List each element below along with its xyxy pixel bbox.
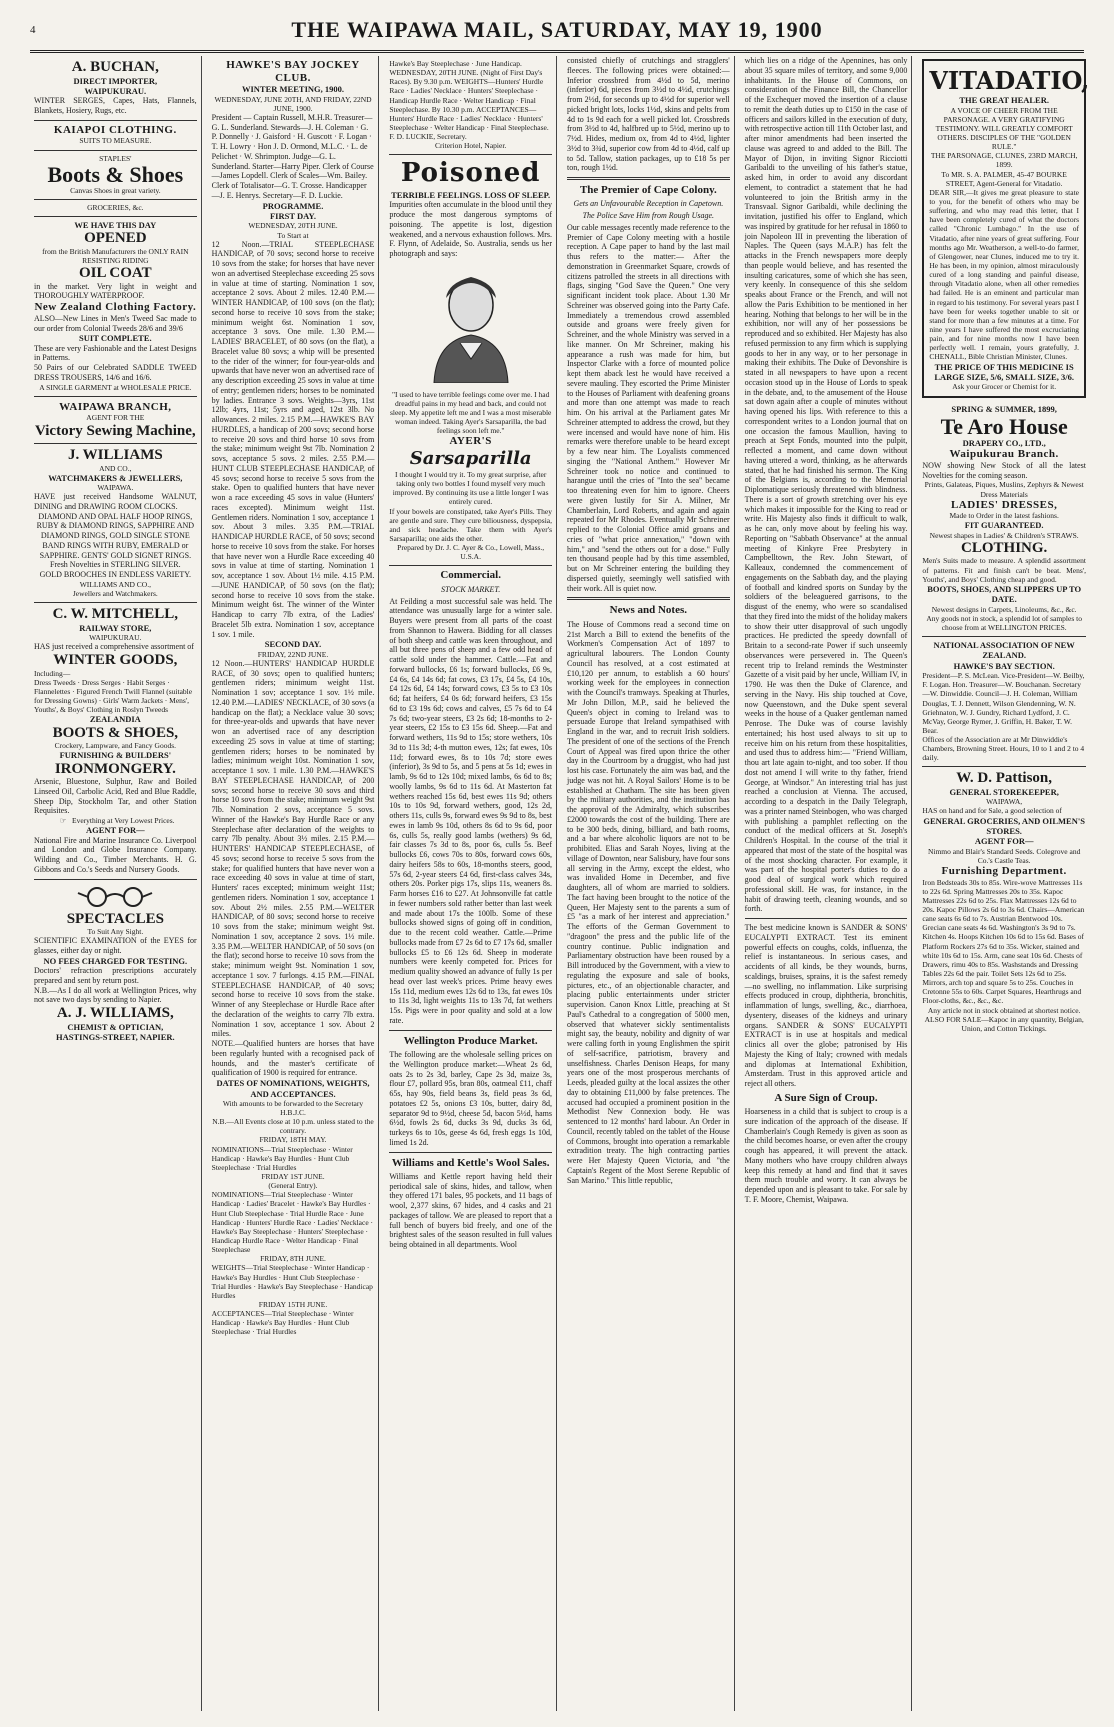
mitchell-body: HAS just received a comprehensive assortment of (34, 642, 194, 652)
oilcoat-ad (34, 217, 197, 444)
boots-sub: Canvas Shoes in great variety. (70, 185, 161, 195)
vitadatio-body: DEAR SIR,—It gives me great pleasure to state to you, for the benefit of others who may be suffering, and who may read this letter, that I have been completely cured of what the doctors called "Chronic Lumbago." In the use of Vitadatio, after nine years of great suffering. Four months ago Mr. Weatherson, a well-to-do farmer, of Glengower, near Clunes, induced me to try it. He has been, in my opinion, almost miraculously cured of a long standing and painful disease, through Vitadatio alone, when all other remedies had failed. He is an eminent and particular man in regard to his testimony. For several years past I have been for weeks together unable to sit or stand for more than a few minutes at a time. For nine years I have suffered the most excruciating pain, and for nine months now I have been perfectly well. I remain, yours gratefully, J. CHENALL, Bible Christian Minister, Clunes. (929, 187, 1079, 362)
oilcoat-agent: AGENT FOR THE (86, 413, 145, 423)
sanmarino-continued: which lies on a ridge of the Apennines, has only about 35 square miles of territory, and some 9,000 inhabitants. In the House of Commons, on consideration of the Finance Bill, the Chancellor of the Exchequer moved the insertion of a clause to remit the death duties up to £150 in the case of officers and sailors killed in the execution of duty, with retrospective action till 11th October last, and after minor amendments had been inserted the clause was agreed to and added to the Bill. The Mayor of Dijon, in inviting Signor Ricciotti Garibaldi to the unveiling of his father's statue, asked him, in order to avoid any discordant element, to contradict a statement that he had volunteered to join the British army in the Transvaal. Signor Garibaldi, while declining the invitation, justified his offer to England, which was inspired by gratitude for her refusal in 1860 to join Napoleon III in preventing the liberation of Naples. The Queen (says M.A.P.) has felt the attacks in the French newspapers more deeply than people would believe, and has resented the insulting caricatures, some of which she has seen, very keenly. In consequence of this she seldom speaks about France or the French, and will not allow the Paris Exhibition to be mentioned in her hearing. Nothing that belongs to her will be in the exhibition, nor will any of her possessions be reproduced and so exhibited. Her Majesty has also refused permission to any firm which is supplying goods to her in any way, or to her personage in making their exhibits. The Duke of Devonshire is stated in all newspapers to have upon a recent occasion stood up in the House of Lords to speak in the debate, and, to the amusement of the House sat down again after a couple of minutes without having opened his lips. With reference to this a correspondent writes to a London journal that on one occasion the famous Maullion, having to preach at Sept Fonds, mounted into the pulpit, reflected a moment, and came down without having uttered a word, thinking, as he afterwards stated, that he had finished his sermon. The King of the Belgians is, according to the Memorial Diplomatique seriously threatened with blindness. There is a sort of growth stretching over his eye which makes it impossible for the King to read or write. His Majesty also finds it difficult to walk, as he can, only move about by feeling his way. Reporting on "Sabbath Observance" at the annual meeting of Kinkyre Free Presbytery in Campbelltown, the Rev. John Stewart, of Kalleaux, condemned the commencement of engagements on the Sabbath day, and the playing of football and kindred sports on Sunday by the soldiers of the beleaguered garrisons, to the disgust of the enemy, who were so scandalised that they fired into the midst of the holiday makers to show their utter disapproval of such ungodly practices. He predicted the speedy downfall of Britain to a second-rate Power if such unseemly observances were persevered in. The Queen's recent trip to Ireland reminds the Westminster Gazette of a visit paid by her uncle, William IV, in 1790. He was then the Duke of Clarence, and serving in the Navy. His ship touched at Cove, now Queenstown, and the Duke spent several weeks in the house of a Quaker gentleman named Penrose. The Duke was of course lavishly entertained; his host used always to sit up to receive him on his return from these hospitalities, and used thus to address him:— "Friend William, thou art late again to-night, and too sober. If thou dost not amend I will write to thy father, friend George, at Windsor." An interesting trial has just reached a conclusion at Vienna. The accused, according to a despatch in the Daily Telegraph, was a printer named Steinbogen, who was charged with publishing a pamphlet reflecting on the conduct of the medical officers at St. Joseph's Children's Hospital. In the course of the trial it appeared that most of the state of the hospital was of the most shocking character. For example, it was part of the hospital porter's duties to do a good deal of surgical work which required professional skill. He was, for instance, in the habit of drawing teeth, cleaning wounds, and so forth. (744, 56, 908, 914)
vitadatio-to: To MR. S. A. PALMER, 45-47 BOURKE STREET, Agent-General for Vitadatio. (941, 169, 1067, 188)
column-6 (918, 56, 1090, 1711)
croup-body: Hoarseness in a child that is subject to croup is a sure indication of the approach of the disease. If Chamberlain's Cough Remedy is given as soon as the child becomes hoarse, or even after the croupy cough has appeared, it will prevent the attack. Many mothers who have croupy children always keep this remedy at hand and find that it saves them much trouble and worry. It can always be depended upon and is pleasant to take. For sale by T. F. Moore, Chemist, Waipawa. (744, 1107, 908, 1204)
aro-title: Te Aro House (940, 413, 1068, 439)
williams-co: AND CO., (99, 463, 132, 473)
vitadatio-price: THE PRICE OF THIS MEDICINE IS LARGE SIZE, 5/6, SMALL SIZE, 3/6. (934, 361, 1074, 382)
oilcoat-these: These are very Fashionable and the Latest Designs in Patterns. (34, 343, 197, 363)
jc-programme: PROGRAMME. (262, 200, 324, 211)
oilcoat-pairs: 50 Pairs of our Celebrated SADDLE TWEED DRESS TROUSERS, 14/6 and 16/6. (34, 363, 197, 382)
vitadatio-ask: Ask your Grocer or Chemist for it. (952, 382, 1057, 392)
williams-trade: WATCHMAKERS & JEWELLERS, (48, 472, 183, 483)
ayers-brand: AYER'S (449, 435, 492, 448)
jc-fri8: FRIDAY, 8TH JUNE. (260, 1254, 326, 1264)
ayers-ad (389, 155, 552, 566)
pattison-kapoc: ALSO FOR SALE—Kapoc in any quantity, Belgian, Union, and Cotton Tickings. (924, 1014, 1084, 1033)
jc-dates: WEDNESDAY, JUNE 20TH, AND FRIDAY, 22ND JUNE, 1900. (214, 94, 372, 113)
williams-items: DIAMOND AND OPAL HALF HOOP RINGS, RUBY & DIAMOND RINGS, SAPPHIRE AND DIAMOND RINGS, GOLD SINGLE STONE BAND RINGS WITH RUBY, EMERALD or SAPPHIRE. GENTS' GOLD SIGNET RINGS. (36, 511, 195, 560)
oilcoat-intro: WE HAVE THIS DAY (74, 220, 157, 231)
nana-title: NATIONAL ASSOCIATION OF NEW ZEALAND. (933, 640, 1075, 661)
mitchell-furnishing: FURNISHING & BUILDERS' (59, 750, 172, 761)
spectacles-icon (75, 885, 155, 909)
mitchell-place: WAIPUKURAU. (89, 633, 142, 643)
pattison-trade: GENERAL STOREKEEPER, (949, 786, 1059, 797)
jc-officers: President — Captain Russell, M.H.R. Treasurer—G. L. Sunderland. Stewards—J. H. Coleman · G. P. Donnelly · J. Gaisford · H. Guscott · F. Logan · T. H. Lowry · Hon J. D. Ormond, M.L.C. · L. de Pelichet · W. Shrimpton. Judge—G. L. Sunderland. Starter—Harry Piper. Clerk of Course—James Lopdell. Clerk of Scales—Wm. Bailey. Clerk of Totalisator—G. T. Crosse. Handicapper—J. E. Henrys. Secretary—F. D. Luckie. (211, 112, 374, 200)
vitadatio-title: VITADATIO, (929, 66, 1090, 95)
aro-fit: FIT GUARANTEED. (964, 520, 1044, 531)
jc-start: To Start at (277, 230, 309, 240)
nana-ad (922, 637, 1086, 767)
spectacles-addr: HASTINGS-STREET, NAPIER. (56, 1031, 175, 1042)
williams-sign2: Jewellers and Watchmakers. (72, 589, 158, 599)
jc-meeting: WINTER MEETING, 1900. (241, 84, 344, 95)
williams-sign: WILLIAMS AND CO., (79, 579, 151, 589)
jc-title: HAWKE'S BAY JOCKEY CLUB. (226, 59, 360, 84)
oilcoat-single: A SINGLE GARMENT at WHOLESALE PRICE. (39, 382, 192, 392)
oilcoat-factory: New Zealand Clothing Factory. (34, 301, 197, 314)
ayers-maker: Prepared by Dr. J. C. Ayer & Co., Lowell, Mass., U.S.A. (397, 543, 545, 562)
eucalypti-body: The best medicine known is SANDER & SONS' EUCALYPTI EXTRACT. Test its eminent powerful effects on coughs, colds, influenza, the relief is instantaneous. In serious cases, and accidents of all kinds, be they wounds, burns, scaldings, bruises, sprains, it is the safest remedy—no swelling, no inflammation. Like surprising effects produced in croup, diphtheria, bronchitis, inflammation of lungs, swelling, &c., diarrhoea, dysentery, diseases of the kidneys and urinary organs. SANDER & SONS' EUCALYPTI EXTRACT is in use at hospitals and medical clinics all over the globe; patronised by His Majesty the King of Italy; crowned with medals and diplomas at International Exhibition, Amsterdam. Trust in this approved article and reject all others. (744, 923, 908, 1088)
jc-fri: FRIDAY, 22ND JUNE. (257, 649, 329, 659)
jc-fri1: FRIDAY 1ST JUNE. (261, 1172, 325, 1182)
mitchell-iron: IRONMONGERY. (54, 760, 176, 777)
mitchell-including: Including— (34, 668, 71, 678)
jc-cont-text: Hawke's Bay Steeplechase · June Handicap. WEDNESDAY, 20TH JUNE. (Night of First Day's Races). By 9.30 p.m. WEIGHTS—Hunters' Hurdle Race · Ladies' Necklace · Hunters' Steeplechase · Handicap Hurdle Race · Welter Handicap · Final Steeplechase. By 10.30 p.m. ACCEPTANCES—Hunters' Hurdle Race · Ladies' Necklace · Hunters' Steeplechase · Welter Handicap · Final Steeplechase. F. D. LUCKIE, Secretary. (389, 59, 549, 142)
commercial-section (389, 569, 552, 1249)
aro-any: Any goods not in stock, a splendid lot of samples to choose from at WELLINGTON PRICES. (926, 613, 1082, 632)
kaiapoi-ad (34, 121, 197, 151)
jc-races-day1: 12 Noon.—TRIAL STEEPLECHASE HANDICAP, of 70 sovs; second horse to receive 10 sovs from the stake; for horses that have never won an advertised Steeplechase exceeding 25 sovs in value at time of starting. Nomination 1 sov, acceptance 2 sovs. About 2 miles. 12.40 P.M.—WINTER HANDICAP, of 100 sovs (on the flat); second horse to receive 10 sovs from the stake; minimum weight 6st. Nomination 1 sov, acceptance 3 sovs. One mile. 1.30 P.M.—LADIES' BRACELET, of 80 sovs (on the flat), a Bracelet value 80 sovs; a whip will be presented to the rider of the winner; for four-year-olds and upwards that have never won an advertised race of any description exceeding 25 sovs in value at time of entry; gentlemen riders; horses to be nominated by ladies. Entrance 3 sovs. Weights—3yrs, 11st 12lb; 4yrs, 11st; 5yrs and aged, 12st 3lb. No allowances. 2 miles. 2.15 P.M.—HAWKE'S BAY HURDLES, a handicap of 200 sovs; second horse to receive 20 sovs and third horse 10 sovs from the stake; minimum weight 9st 7lb. Nomination 2 sovs, acceptance 5 sovs. 2 miles. 2.55 P.M.—HUNT CLUB STEEPLECHASE HANDICAP, of 45 sovs; second horse to receive 5 sovs from the stake. Open to qualified hunters that have never won a race exceeding 45 sovs in value (Hunters' races excepted). Minimum weight 11st. Gentlemen riders. Nomination 1 sov, acceptance 1 sov. About 3 miles. 3.35 P.M.—TRIAL HANDICAP HURDLE RACE, of 50 sovs; second horse to receive 10 sovs from the stake. For horses that have never won a Hurdle Race exceeding 40 sovs in value at time of starting. Nomination 1 sov, acceptance 1 sov. About 1½ mile. 4.15 P.M.—JUNE HANDICAP, of 50 sovs (on the flat); second horse to receive 10 sovs from the stake. Minimum weight 6st. The winner of the Winter Handicap to carry 7lb extra, of the Ladies' Bracelet 5lb extra. Nomination 1 sov, acceptance 1 sov. 1 mile. (211, 239, 375, 639)
spectacles-name: A. J. WILLIAMS, (56, 1005, 174, 1022)
pattison-agencies: Nimmo and Blair's Standard Seeds. Colegrove and Co.'s Castle Teas. (927, 846, 1081, 865)
aro-branch: Waipukurau Branch. (949, 448, 1059, 461)
commercial-body: At Feilding a most successful sale was held. The attendance was unusually large for a winter sale. Buyers were present from all parts of the coast from Shannon to Hawera. Bidding for all classes of both sheep and cattle was keen throughout, and all but three pens of sheep and a few odd head of cattle sold under the hammer. Cattle.—Fat and forward bullocks, £6 1s; forward bullocks, £6 9s, £4 6s, £4 14s 6d; fat cows, £3 17s, £4 5s, £4 10s, £4 12s 6d, £4 14s; forward cows, £3 5s to £3 10s 6d; fat heifers, £4 0s 6d; forward heifers, £3 15s 6d to £3 19s 6d; cows and calves, £5 7s 6d to £4 7s 6d; two-year steers, £3 2s 6d; 18-months to 2-year steers, £2 15s to £3 15s 6d. Sheep.—Fat and forward wethers, 11s 9d to 15s; store wethers, 10s 3d to 11s 3d; 4-th mutton ewes, 12s; fat ewes, 10s 11d; forward ewes, 8s to 10s 7d; store ewes (inferior), 3s 9d to 5s, and 5 pens at 5s 1d; ewes in lamb, 9s 6d to 12s 10d; mixed lambs, 6s 6d to 8s; woolly lambs, 9s 6d to 11s 6d. At Masterton fat wethers reached 15s 6d, best ewes 11s 9d; others 10s to 10s 9d, forward wethers, good, 12s 2d, others 11s, culls 9s, forward ewes 9s 9d to 8s, best ewes in lamb 9s 10d, others 8s 6d to 9s 6d, poor 6s, culls 5s, really good lambs (wethers) 9s 6d, fair classes 7s 3d to 8s, poor 6s, culls 5s. Beef bullocks £6, cows 70s to 80s, forward cows 60s, dairy heifers 58s to 60s, 18-months steers, good, 57s 6d, 2-year steers £4 6d, first-class calves 34s, others 20s. Porker pigs 17s, slips 11s, weaners 8s. Farm horses £16 to £27. At Johnsonville fat cattle in fewer numbers sold rather better than last week and made about 17s the 100lb. Some of these bullocks showed signs of going off in condition, due to the recent cold weather. Cattle.—Prime bullocks made from £7 2s 6d to £7 17s 6d, smaller bullocks £5 to £6 12s 6d. Sheep in moderate numbers were keenly competed for. Prices for medium quality showed an advance of fully 1s per head over last week's prices. Prime heavy ewes 15s 11d, medium ewes 12s 6d to 13s, fat ewes 10s to 11s 3d, light weights 11s to 13s 7d, fat wethers 15s. Pigs were in poor quality and sold at a low rate. (389, 596, 552, 1025)
oilcoat-suit: SUIT COMPLETE. (79, 333, 152, 344)
pattison-list: Iron Bedsteads 30s to 85s. Wire-wove Mattresses 11s to 22s 6d. Spring Mattresses 20s to 35s. Kapoc Mattresses 22s 6d to 25s. Flax Mattresses 12s 6d to 20s. Kapoc Pillows 2s 6d to 3s 6d. Chairs—American cane seats 6s 6d to 7s. Austrian Bentwood 10s. Grecian cane seats 4s 6d. Washington's 3s 9d to 7s. Kitchen 4s. Hoops Kitchen 10s 6d to 15s 6d. Bases of Platform Rockers 27s 6d to 35s. Wicker, stained and white 10s 6d to 15s. Arm, cane seat 10s 6d. Chests of Drawers, rimu 40s to 85s. Washstands and Dressing Tables 22s 6d the pair. Toilet Sets 12s 6d to 25s. Mirrors, arch top and square 5s to 25s. Couches in Cretonne 55s to 60s. Carpet Squares, Hearthrugs and Floor-cloths, &c., &c., &c. (922, 877, 1085, 1006)
cape-sub2: The Police Save Him from Rough Usage. (582, 211, 715, 221)
pattison-order: Any article not in stock obtained at shortest notice. (927, 1005, 1081, 1015)
jc-with: With amounts to be forwarded to the Secretary H.B.J.C. (222, 1098, 364, 1118)
wellington-body: The following are the wholesale selling prices on the Wellington produce market:—Wheat 2s 6d, oats 2s to 2s 3d, barley, Cape 2s 3d, maize 3s, flour £7, pollard 95s, bran 80s, oatmeal £11, chaff 65s, hay 90s, field beans 3s, field peas 3s 6d, potatoes £2 5s, onions £3 10s, butter, dairy 8d, separator 9d to 9½d, cheese 5d, bacon 5½d, hams 6½d, fowls 2s 6d, ducks 3s 9d, ducks 3s 6d, turkeys 6s to 10s, geese 4s 6d, fresh eggs 1s 10d, limed 1s 2d. (389, 1050, 552, 1147)
spectacles-body: SCIENTIFIC EXAMINATION of the EYES for glasses, either day or night. (34, 936, 197, 955)
aro-boots: BOOTS, SHOES, AND SLIPPERS UP TO DATE. (927, 583, 1082, 605)
jc-secondday: SECOND DAY. (264, 639, 322, 650)
vitadatio-ad (922, 59, 1090, 398)
masthead (30, 10, 1084, 53)
jc-note: NOTE.—Qualified hunters are horses that have been regularly hunted with a recognised pack of hounds, and the master's certificate of qualification of 1900 is required for entrance. (211, 1039, 375, 1078)
aro-designs: Newest designs in Carpets, Linoleums, &c., &c. (931, 604, 1077, 614)
cape-sub1: Gets an Unfavourable Reception in Capetown. (573, 199, 724, 209)
jockey-club-ad (212, 56, 375, 1341)
poisoned-caption: "I used to have terrible feelings come over me. I had dreadful pains in my head and back, and could not sleep. My appetite left me and I was a most miserable woman indeed. Taking Ayer's Sarsaparilla, the bad feelings soon left me." (389, 389, 552, 436)
buchan-ad (34, 56, 197, 121)
jc-nominations: NOMINATIONS—Trial Steeplechase · Winter Handicap · Hawke's Bay Hurdles · Hunt Club Steeplechase · Trial Hurdles (211, 1144, 353, 1172)
aro-clothing: CLOTHING. (961, 539, 1048, 556)
kaiapoi-title: KAIAPOI CLOTHING. (53, 123, 177, 136)
column-2 (208, 56, 380, 1711)
aro-season: SPRING & SUMMER, 1899, (951, 404, 1057, 415)
mitchell-list: Dress Tweeds · Dress Serges · Habit Serges · Flannelettes · Figured French Twill Flannel (suitable for Dressing Gowns) · Girls' Warm Jackets · Mens', Youths', & Boys' Clothing in Roslyn Tweeds (34, 677, 193, 715)
buchan-name: A. BUCHAN, (71, 59, 159, 75)
pattison-agent: AGENT FOR— (974, 836, 1034, 847)
news-title: News and Notes. (609, 604, 687, 617)
pointing-hand-icon: ☞ (59, 816, 67, 826)
column-3 (385, 56, 557, 1711)
nana-branch: HAWKE'S BAY SECTION. (953, 660, 1055, 671)
jc-nb: N.B.—All Events close at 10 p.m. unless stated to the contrary. (212, 1117, 374, 1136)
poisoned-sub: TERRIBLE FEELINGS. LOSS OF SLEEP. (391, 190, 551, 201)
commercial-title: Commercial. (440, 569, 501, 582)
aro-co: DRAPERY CO., LTD., (962, 437, 1046, 448)
spectacles-oculist: Doctors' refraction prescriptions accurately prepared and sent by return post. (34, 966, 197, 985)
boots-ad (34, 151, 197, 200)
vitadatio-sub: THE GREAT HEALER. (959, 95, 1049, 106)
jc-wed: WEDNESDAY, 20TH JUNE. (248, 221, 338, 231)
news-body: The House of Commons read a second time on 21st March a Bill to extend the benefits of the Workmen's Compensation Act of 1897 to agricultural labourers. The London County Council has resolved, at a cost estimated at £10,120 per annum, to establish a 60 hours' working week for the employees in connection with the Council's tramways. Speaking at Thurles, Mr John Dillon, M.P., said he believed the Queen's object in coming to Ireland was to persuade Europe that Ireland sympathised with England in the war, and to recruit Irish soldiers. The president of one of the sections of the French Court of Appeal was fired upon thrice the other day in the Courtroom by a druggist, who had just lost his case. Fortunately the aim was bad, and the judge was not hit. A Royal Sailors' Home is to be established at Chatham. The site has been given by the military authorities, and the institution has the approval of the Admiralty, which subscribes £2000 towards the cost of the building. There are to be 300 beds, dining, billiard, and bath rooms, and a bar where alcoholic liquors are not to be prohibited. Elias and Sarah Noyes, living at the village of Downton, near Salisbury, have four sons all serving in the Army, except the eldest, who was invalided Home in December, and five daughters, all of whom are married to soldiers. The fact having been brought to the notice of the Queen, Her Majesty sent to the parents a sum of £5 "as a mark of her interest and appreciation." The efforts of the German Government to "dragoon" the press and the public life of the country continue. Public indignation and Parliamentary obstruction have been roused by a Bill introduced by the Government, with a view to regulating the exposure and sale of books, pictures, etc., of an objectionable character, and placing public entertainments under stricter supervision. Canon Knox Little, preaching at St Paul's Cathedral to a congregation of 5000 men, observed that whatever sickly sentimentalists might say, the beauty, nobility and dignity of war were calling forth in young Englishmen the spirit of self-sacrifice, patriotism, bravery and unselfishness. Charles Denison Heaps, for many years one of the most prosperous merchants of Leeds, pleaded guilty at the local assizes the other day to obtaining £11,000 by false pretences. The accused had occupied a prominent position in the Methodist New Connexion body. He was sentenced to 12 months' hard labour. An Order in Council, recently tabled on the tablet of the House of Commons, brought into operation a remarkable extradition treaty. The high contracting parties were Her Majesty Queen Victoria, and "the Captain's Regent of the Most Serene Republic of San Marino." This little republic, (567, 619, 730, 1185)
groceries-label: GROCERIES, &c. (87, 202, 144, 212)
oilcoat-from: from the British Manufacturers the ONLY RAIN RESISTING RIDING (42, 246, 189, 266)
page-number: 4 (30, 24, 36, 36)
pattison-name: W. D. Pattison, (956, 770, 1053, 787)
mitchell-agencies: National Fire and Marine Insurance Co. Liverpool and London and Globe Insurance Company. Wilding and Co., Timber Merchants. H. G. Gibbons and Co.'s Seeds and Nursery Goods. (34, 835, 197, 874)
oilcoat-also: ALSO—New Lines in Men's Tweed Sac made to our order from Colonial Tweeds 28/6 and 39/6 (34, 313, 197, 333)
williams-body: HAVE just received Handsome WALNUT, DINING and DRAWING ROOM CLOCKS. (34, 492, 197, 511)
aro-ladies: LADIES' DRESSES, (950, 498, 1058, 511)
oilcoat-opened: OPENED (84, 230, 147, 247)
buchan-body: WINTER SERGES, Capes, Hats, Flannels, Blankets, Hosiery, Rugs, etc. (34, 96, 197, 115)
aro-items: Prints, Galateas, Piques, Muslins, Zephyrs & Newest Dress Materials (924, 480, 1084, 499)
mitchell-boots: BOOTS & SHOES, (52, 724, 179, 741)
mitchell-agent: AGENT FOR— (86, 825, 145, 836)
mitchell-everything-text: Everything at Very Lowest Prices. (71, 816, 175, 826)
aro-made: Made to Order in the latest fashions. (949, 511, 1059, 521)
jc-firstday: FIRST DAY. (269, 211, 316, 222)
kettle-title: Williams and Kettle's Wool Sales. (391, 1156, 550, 1169)
mitchell-arsenic: Arsenic, Bluestone, Sulphur, Raw and Boiled Linseed Oil, Carbolic Acid, Red and Blue Raddle, Sheep Dip, Stockholm Tar, and other Station Requisites. (34, 777, 197, 816)
groceries-ad (34, 200, 197, 217)
kettle-body: Williams and Kettle report having held their periodical sale of skins, hides, and tallow, when they offered 171 bales, 95 pockets, and 11 bags of wool, 2,377 skins, 67 hides, and 4 casks and 21 packages of tallow. We are pleased to report that a full bench of buyers bid freely, and one of the brightest sales of the season resulted in full values being obtained in all departments. Wool (389, 1171, 552, 1250)
pattison-place: WAIPAWA, (986, 797, 1023, 807)
wool-continued: consisted chiefly of crutchings and stragglers' fleeces. The following prices were obtained:—Inferior crossbred from 4½d to 5d, merino (inferior) 6d, pieces from 3½d to 4½d, crutchings from 2½d, for seconds up to 4½d for superior well picked bright lots, locks 1½d, skins and pelts from 4d to 1s 9d each for a well picked lot. Crossbreds from 3½d to 4d, halfbred up to 5½d, merino up to 7½d. Hides, medium ox, from 4d to 4½d, lighter 3½d to 3¾d, superior cow from 4d to 4½d, calf up to 5d. Tallow, station packages, up to £18 5s per ton, rough 1½d. (567, 56, 730, 173)
pattison-items: GENERAL GROCERIES, AND OILMEN'S STORES. (923, 815, 1085, 836)
cape-body: Our cable messages recently made reference to the Premier of Cape Colony meeting with a hostile reception. A Cape paper to hand by the last mail thus refers to the matter:— After the demonstration in Greenmarket Square, crowds of citizens patrolled the streets in all directions with flags, singing "God Save the Queen." One very significant incident took place. About 1.30 Mr Schreiner was observed going into the Party Cafe. Immediately a tremendous crowd assembled outside and groans were freely given for Schreiner, and the whole Ministry was served in a like manner. On Mr Schreiner, making his appearance a rush was made for him, but Inspector Clarke with a force of mounted police kept them aback lest he would have received a severe mauling. They escorted the Prime Minister to the Houses of Parliament with deafening groans and more than one attempt was made to reach him. On his arrival at the Parliament gates Mr Schreiner attempted to address the crowd, but they were incensed and would have none of him. His remarks were therefore unable to be heard except by a few near him. The Loyalists commenced singing the "National Anthem." However Mr Schreiner took no notice and continued to harangue until the cries of "Into the sea" became too threatening even for him to ignore. Cheers were given lustily for Sir A. Milner, Mr Chamberlain, Lord Roberts, and again and again repeated for Mr Rhodes. Eventually Mr Schreiner replied to the Colonial Office amid groans and cries of "what price annexation," "down with him," and "send the others out for a dose." Fully ten thousand people had by this time assembled, but on Mr Schreiner entering the building they dispersed quietly, seemingly well satisfied with their work. All is quiet now. (567, 222, 730, 593)
column-4 (563, 56, 735, 1711)
spectacles-nb: N.B.—As I do all work at Wellington Prices, why not save two days by sending to Napier. (34, 985, 197, 1005)
spectacles-fees: NO FEES CHARGED FOR TESTING. (43, 955, 188, 966)
jc-accept: ACCEPTANCES—Trial Steeplechase · Winter Handicap · Hawke's Bay Hurdles · Hunt Club Steeplechase · Trial Hurdles (211, 1309, 354, 1337)
jc-fri18: FRIDAY, 18TH MAY. (259, 1135, 327, 1145)
nana-offices: Offices of the Association are at Mr Dinwiddie's Chambers, Browning Street. Hours, 10 to 1 and 2 to 4 daily. (922, 735, 1085, 763)
portrait-image (416, 263, 526, 383)
oilcoat-victory: Victory Sewing Machine, (34, 422, 196, 439)
jc-dates2: DATES OF NOMINATIONS, WEIGHTS, AND ACCEPTANCES. (216, 1078, 370, 1099)
aro-body: NOW showing New Stock of all the latest Novelties for the coming season. (922, 460, 1086, 480)
masthead-title: THE WAIPAWA MAIL, SATURDAY, MAY 19, 1900 (291, 17, 823, 42)
nana-officers: President—P. S. McLean. Vice-President—W. Beilby, F. Logan. Hon. Treasurer—W. Bouchanan. Secretary—W. Dinwiddie. Council—J. H. Coleman, William Douglas, T. J. Dennett, Wilson Glendenning, W. N. Griehnaton, W. J. Gundry, Richard Lydford, J. C. McVay, George Rymer, J. Griffin, H. Baker, T. W. Bear. (922, 671, 1085, 735)
columns (30, 56, 1090, 1711)
column-1 (30, 56, 202, 1711)
poisoned-title: Poisoned (400, 158, 541, 189)
spectacles-ad (34, 880, 197, 1047)
sarsaparilla-title: Sarsaparilla (409, 448, 532, 470)
oilcoat-branch: WAIPAWA BRANCH, (59, 400, 172, 413)
spectacles-trade: CHEMIST & OPTICIAN, (67, 1021, 164, 1032)
sarsa-tag: I thought I would try it. To my great surprise, after taking only two bottles I found myself very much improved. By continuing its use a little longer I was entirely cured. (392, 470, 549, 507)
column-5 (741, 56, 913, 1711)
jc-nominations2: NOMINATIONS—Trial Steeplechase · Winter Handicap · Ladies' Bracelet · Hawke's Bay Hurdles · Hunt Club Steeplechase · Trial Hurdle Race · June Handicap · Hunters' Hurdle Race · Ladies' Necklace · Hawke's Bay Steeplechase · Hunters' Steeplechase · Handicap Hurdle Race · Welter Handicap · Final Steeplechase (211, 1190, 374, 1255)
aro-mens: Men's Suits made to measure. A splendid assortment of patterns. Fit and finish can't be beat. Mens', Youths', and Boys' Clothing cheap and good. (922, 556, 1086, 584)
vitadatio-parsonage: THE PARSONAGE, CLUNES, 23RD MARCH, 1899. (930, 151, 1078, 170)
spectacles-title: SPECTACLES (66, 910, 164, 927)
cape-title: The Premier of Cape Colony. (579, 184, 717, 196)
croup-title: A Sure Sign of Croup. (774, 1091, 878, 1104)
mitchell-ad (34, 603, 197, 879)
oilcoat-title: OIL COAT (79, 265, 152, 282)
pattison-furnishing: Furnishing Department. (941, 864, 1067, 877)
mitchell-crockery: Crockery, Lampware, and Fancy Goods. (54, 741, 176, 751)
jc-fri15: FRIDAY 15TH JUNE. (258, 1299, 328, 1309)
williams-name: J. WILLIAMS (67, 447, 163, 464)
pattison-ad (922, 767, 1086, 1037)
williams-ad (34, 444, 197, 603)
spectacles-sub: To Suit Any Sight. (87, 927, 144, 937)
jc-continued (389, 56, 552, 155)
boots-title: Boots & Shoes (47, 161, 184, 187)
kaiapoi-sub: SUITS TO MEASURE. (79, 136, 152, 146)
pattison-body: HAS on hand and for Sale, a good selection of (922, 806, 1062, 816)
jc-races-day2: 12 Noon.—HUNTERS' HANDICAP HURDLE RACE, of 30 sovs; open to qualified hunters; gentlemen riders; minimum weight 11st. Nomination 1 sov; acceptance 1 sov. 1½ mile. 12.40 P.M.—LADIES' NECKLACE, of 30 sovs (a handicap on the flat); a Necklace value 30 sovs; for three-year-olds and upwards that have never won an advertised race of any description exceeding 25 sovs in value at time of starting; gentlemen riders; horses to be nominated by ladies; minimum weight 10st. Nomination 1 sov, acceptance 1 sov. 1 mile. 1.30 P.M.—HAWKE'S BAY STEEPLECHASE HANDICAP, of 200 sovs; second horse to receive 30 sovs and third horse 10 sovs from the stake; minimum weight 9st 7lb. Nomination 2 sovs, acceptance 5 sovs. Winner of the Hawke's Bay Hurdle Race or any Steeplechase after declaration of the weights to carry 7lb penalty. About 3½ miles. 2.15 P.M.—HUNTERS' HANDICAP STEEPLECHASE, of 45 sovs; second horse to receive 5 sovs from the stake; for qualified hunters that have never won a race exceeding 40 sovs in value at time of start, Hunters' races excepted; minimum weight 11st; gentlemen riders. Nomination 1 sov, acceptance 1 sov. About 2½ miles. 2.55 P.M.—WELTER HANDICAP, of 80 sovs; second horse to receive 10 sovs from the stake; minimum weight 9st. Nomination 1 sov, acceptance 2 sovs. 1½ mile. 3.35 P.M.—WELTER HANDICAP, of 50 sovs (on the flat); second horse to receive 10 sovs from the stake; minimum weight 9st. Nomination 1 sov, acceptance 1 sov. 7 furlongs. 4.15 P.M.—FINAL STEEPLECHASE HANDICAP, of 40 sovs; second horse to receive 10 sovs from the stake. Winner of any Steeplechase or Hurdle Race after the declaration of the weights to carry 7lb extra. Nomination 1 sov, acceptance 1 sov. About 2 miles. (211, 658, 375, 1039)
jc-general: (General Entry). (268, 1181, 318, 1191)
criterion-line: Criterion Hotel, Napier. (435, 141, 507, 151)
mitchell-everything (34, 816, 197, 825)
williams-brooches: GOLD BROOCHES IN ENDLESS VARIETY. (39, 570, 191, 580)
williams-place: WAIPAWA. (97, 483, 134, 493)
williams-fresh: Fresh Novelties in STERLING SILVER. (50, 560, 181, 570)
ayers-pills: If your bowels are constipated, take Ayer's Pills. They are gentle and sure. They cure biliousness, dyspepsia, and sick headache. Take them with Ayer's Sarsaparilla; one aids the other. (389, 506, 552, 544)
buchan-place: WAIPUKURAU. (84, 85, 147, 96)
aro-ad (922, 401, 1086, 637)
mitchell-store: RAILWAY STORE, (79, 622, 152, 633)
jc-weights: WEIGHTS—Trial Steeplechase · Winter Handicap · Hawke's Bay Hurdles · Hunt Club Steeplechase · Trial Hurdles · Hawke's Bay Steeplechase · Handicap Hurdles (211, 1263, 373, 1300)
mitchell-winter: WINTER GOODS, (53, 652, 178, 668)
aro-newest: Newest shapes in Ladies' & Children's STRAWS. (929, 530, 1079, 540)
vitadatio-voice: A VOICE OF CHEER FROM THE PARSONAGE. A VERY GRATIFYING TESTIMONY. WILL GREATLY COMFORT OTHERS. DISCIPLES OF THE "GOLDEN RULE." (935, 105, 1073, 152)
commercial-sub: STOCK MARKET. (441, 584, 501, 594)
boots-pre: STAPLES' (99, 153, 132, 163)
poisoned-body: Impurities often accumulate in the blood until they produce the most dangerous symptoms of poisoning. The appetite is lost, digestion weakened, and a nervous exhaustion follows. Mrs. F. Flynn, of Adelaide, So. Australia, sends us her photograph and says: (389, 200, 552, 259)
mitchell-zealandia: ZEALANDIA (89, 714, 141, 725)
oilcoat-body: in the market. Very light in weight and THOROUGHLY WATERPROOF. (34, 281, 197, 301)
buchan-trade: DIRECT IMPORTER, (73, 75, 158, 86)
mitchell-name: C. W. MITCHELL, (52, 606, 179, 623)
wellington-title: Wellington Produce Market. (403, 1034, 538, 1047)
